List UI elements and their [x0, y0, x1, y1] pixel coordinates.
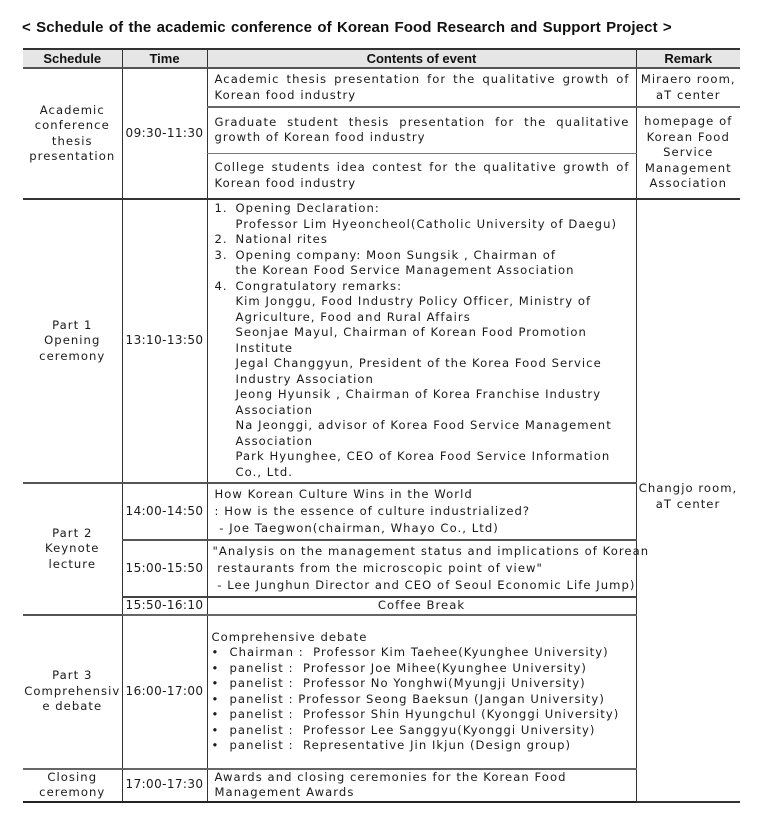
content-coffee-break: Coffee Break: [207, 597, 636, 615]
remark-speaker: Kim Jonggu, Food Industry Policy Officer, Ministry of Agriculture, Food and Rural Affairs: [235, 294, 592, 324]
header-schedule: Schedule: [23, 49, 122, 68]
debate-participant: • panelist : Professor Shin Hyungchul (Kyonggi University): [211, 707, 620, 721]
remark-homepage: homepage of Korean Food Service Management Association: [636, 107, 740, 199]
table-row-part3: [23, 615, 740, 769]
content-graduate-thesis: Graduate student thesis presentation for the qualitative growth of Korean food industry: [207, 107, 636, 153]
table-row-closing: [23, 769, 740, 802]
document-title: < Schedule of the academic conference of Korean Food Research and Support Project >: [22, 19, 672, 36]
time-part2-lecture2: 15:00-15:50: [122, 540, 207, 597]
debate-participant: • panelist : Representative Jin Ikjun (Design group): [211, 738, 572, 752]
content-academic-thesis: Academic thesis presentation for the qualitative growth of Korean food industry: [207, 68, 636, 107]
time-part1: 13:10-13:50: [122, 199, 207, 483]
bullet-icon: •: [211, 645, 220, 659]
header-remark: Remark: [636, 49, 740, 68]
time-coffee-break: 15:50-16:10: [122, 597, 207, 615]
debate-participant: • panelist : Professor Lee Sanggyu(Kyonggi University): [211, 722, 596, 737]
debate-heading: Comprehensive debate: [211, 629, 368, 644]
debate-participant: • Chairman : Professor Kim Taehee(Kyunghee University): [211, 645, 609, 659]
list-item-opening-declaration: 1. Opening Declaration:: [214, 201, 380, 215]
list-item-opening-company: 3. Opening company: Moon Sungsik , Chairman of: [214, 247, 557, 262]
content-college-contest: College students idea contest for the qualitative growth of Korean food industry: [207, 153, 636, 199]
bullet-icon: •: [211, 691, 220, 706]
remark-speaker: Seonjae Mayul, Chairman of Korean Food Promotion Institute: [235, 325, 587, 355]
debate-participant: • panelist : Professor No Yonghwi(Myungji University): [211, 676, 586, 690]
list-item-national-rites: 2. National rites: [214, 232, 328, 246]
remark-speaker: Na Jeonggi, advisor of Korea Food Service Management Association: [235, 418, 612, 448]
schedule-part3: Part 3 Comprehensiv e debate: [23, 615, 122, 769]
content-opening-ceremony: 1. Opening Declaration: Professor Lim Hyeoncheol(Catholic University of Daegu) 2. National rites 3. Opening company: Moon Sungsik , Chairman of the Korean Food Service Management Association 4. Congratulatory remarks: Kim Jonggu, Food Industry Policy Officer, Ministry of Agriculture, Food and Rural Affairs Seonjae Mayul, Chairman of Korean Food Promotion Institute Jegal Changgyun, President of the Korea Food Service Industry Association Jeong Hyunsik , Chairman of Korea Franchise Industry Association Na Jeonggi, advisor of Korea Food Service Management Association Park Hyunghee, CEO of Korea Food Service Information Co., Ltd.: [207, 199, 636, 483]
bullet-icon: •: [211, 738, 220, 752]
table-row-academic-1: [23, 68, 740, 107]
schedule-table: [23, 48, 740, 803]
schedule-part1: Part 1 Opening ceremony: [23, 199, 122, 483]
remark-changjo-text: Changjo room, aT center: [638, 481, 738, 511]
remark-miraero: Miraero room, aT center: [636, 68, 740, 107]
schedule-closing: Closing ceremony: [23, 769, 122, 802]
time-closing: 17:00-17:30: [122, 769, 207, 802]
bullet-icon: •: [211, 660, 220, 675]
schedule-academic: Academic conference thesis presentation: [23, 68, 122, 199]
time-part2-lecture1: 14:00-14:50: [122, 483, 207, 540]
content-closing: Awards and closing ceremonies for the Korean Food Management Awards: [207, 769, 636, 802]
content-keynote-2: "Analysis on the management status and implications of Korean restaurants from the microscopic point of view" - Lee Junghun Director and CEO of Seoul Economic Life Jump): [207, 540, 636, 597]
table-row-part2-lecture1: [23, 483, 740, 540]
bullet-icon: •: [211, 676, 220, 690]
table-row-part2-lecture2: [23, 540, 740, 597]
debate-participant: • panelist : Professor Joe Mihee(Kyunghee University): [211, 660, 587, 675]
table-row-coffee-break: [23, 597, 740, 615]
bullet-icon: •: [211, 707, 220, 721]
remark-speaker: Jeong Hyunsik , Chairman of Korea Franchise Industry Association: [235, 387, 602, 417]
header-time: Time: [122, 49, 207, 68]
time-academic: 09:30-11:30: [122, 68, 207, 199]
table-row-part1: [23, 199, 740, 483]
list-item-congratulatory-remarks: 4. Congratulatory remarks:: [214, 278, 403, 293]
table-header-row: [23, 49, 740, 68]
content-comprehensive-debate: [207, 615, 636, 769]
bullet-icon: •: [211, 722, 220, 737]
debate-participant: • panelist : Professor Seong Baeksun (Jangan University): [211, 691, 605, 706]
schedule-part2: Part 2 Keynote lecture: [23, 483, 122, 615]
content-keynote-1: How Korean Culture Wins in the World : How is the essence of culture industrialized? - Joe Taegwon(chairman, Whayo Co., Ltd): [207, 483, 636, 540]
remark-speaker: Park Hyunghee, CEO of Korea Food Service Information Co., Ltd.: [235, 449, 611, 479]
time-part3: 16:00-17:00: [122, 615, 207, 769]
header-contents: Contents of event: [207, 49, 636, 68]
remark-speaker: Jegal Changgyun, President of the Korea Food Service Industry Association: [235, 356, 602, 386]
